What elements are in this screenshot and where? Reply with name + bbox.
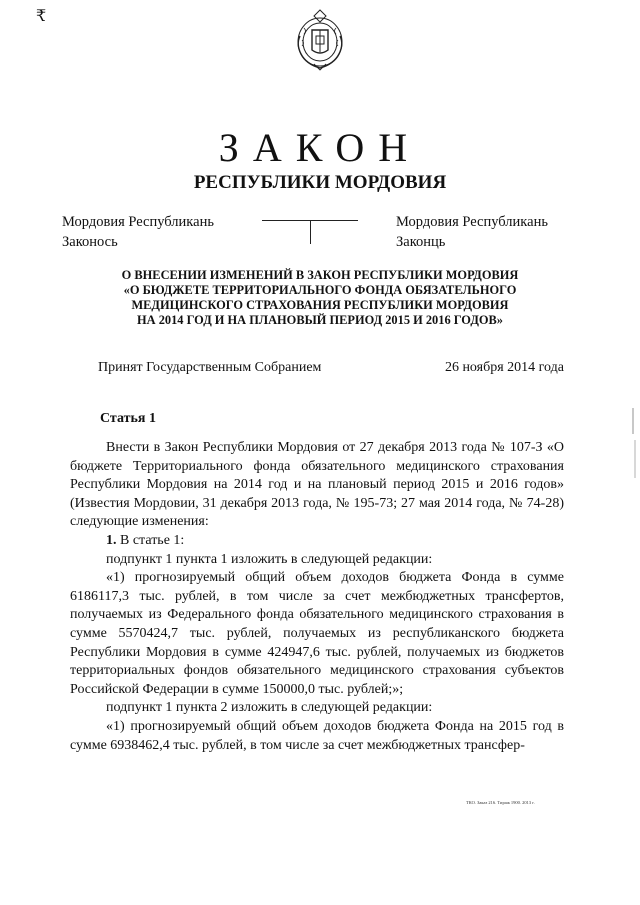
article-body [70,439,564,755]
mordovian-title-left-line1: Мордовия Республикань [62,214,214,230]
adopted-date: 26 ноября 2014 года [444,360,564,375]
mordovian-title-right [396,212,548,252]
scan-mark: ₹ [36,8,47,25]
body-paragraph-sub1: подпункт 1 пункта 1 изложить в следующей редакции: [106,551,433,567]
body-paragraph-quote2: «1) прогнозируемый общий объем доходов бюджета Фонда на 2015 год в сумме 6938462,4 тыс. рублей, в том числе за счет межбюджетных трансфер- [70,718,564,753]
scan-edge-mark [632,408,634,434]
coat-of-arms-emblem [292,6,348,72]
heading-line: О ВНЕСЕНИИ ИЗМЕНЕНИЙ В ЗАКОН РЕСПУБЛИКИ МОРДОВИЯ [121,268,519,282]
mordovian-title-left [62,212,214,252]
article-title: Статья 1 [100,411,156,426]
heading-line: НА 2014 ГОД И НА ПЛАНОВЫЙ ПЕРИОД 2015 И 2016 ГОДОВ» [137,313,503,327]
heading-line: МЕДИЦИНСКОГО СТРАХОВАНИЯ РЕСПУБЛИКИ МОРДОВИЯ [131,298,509,312]
heading-line: «О БЮДЖЕТЕ ТЕРРИТОРИАЛЬНОГО ФОНДА ОБЯЗАТЕЛЬНОГО [123,283,517,297]
adopted-by: Принят Государственным Собранием [98,360,322,375]
item-text: В статье 1: [116,532,185,548]
adoption-line [98,360,564,376]
item-number: 1. [106,532,117,548]
mordovian-title-right-line1: Мордовия Республикань [396,214,548,230]
mordovian-title-left-line2: Законось [62,234,118,250]
law-title: ЗАКОН [218,125,422,170]
body-paragraph-item1 [70,532,564,551]
body-paragraph-sub2: подпункт 1 пункта 2 изложить в следующей редакции: [106,700,433,716]
body-paragraph-intro: Внести в Закон Республики Мордовия от 27 декабря 2013 года № 107-З «О бюджете Территориального фонда обязательного медицинского страхования Республики Мордовия на 2014 год и на плановый период 2015 и 2016 годов» (Известия Мордовии, 31 декабря 2013 года, № 195-73; 27 мая 2014 года, № 74-28) следующие изменения: [70,440,564,530]
scan-edge-mark [634,440,636,478]
body-paragraph-quote1: «1) прогнозируемый общий объем доходов бюджета Фонда в сумме 6186117,3 тыс. рублей, в том числе за счет межбюджетных трансфертов, получаемых из Федерального фонда обязательного медицинского страхования в сумме 5570424,7 тыс. рублей, получаемых из республиканского бюджета Республики Мордовия в сумме 424947,6 тыс. рублей, получаемых из бюджетов территориальных фондов обязательного медицинского страхования субъектов Российской Федерации в сумме 150000,0 тыс. рублей;»; [70,570,564,697]
divider-vertical [310,220,311,244]
law-subtitle: РЕСПУБЛИКИ МОРДОВИЯ [193,172,447,193]
print-imprint: ТКО. Заказ 216. Тираж 1900. 2013 г. [466,800,535,805]
mordovian-title-right-line2: Законць [396,234,446,250]
law-heading [70,268,570,328]
